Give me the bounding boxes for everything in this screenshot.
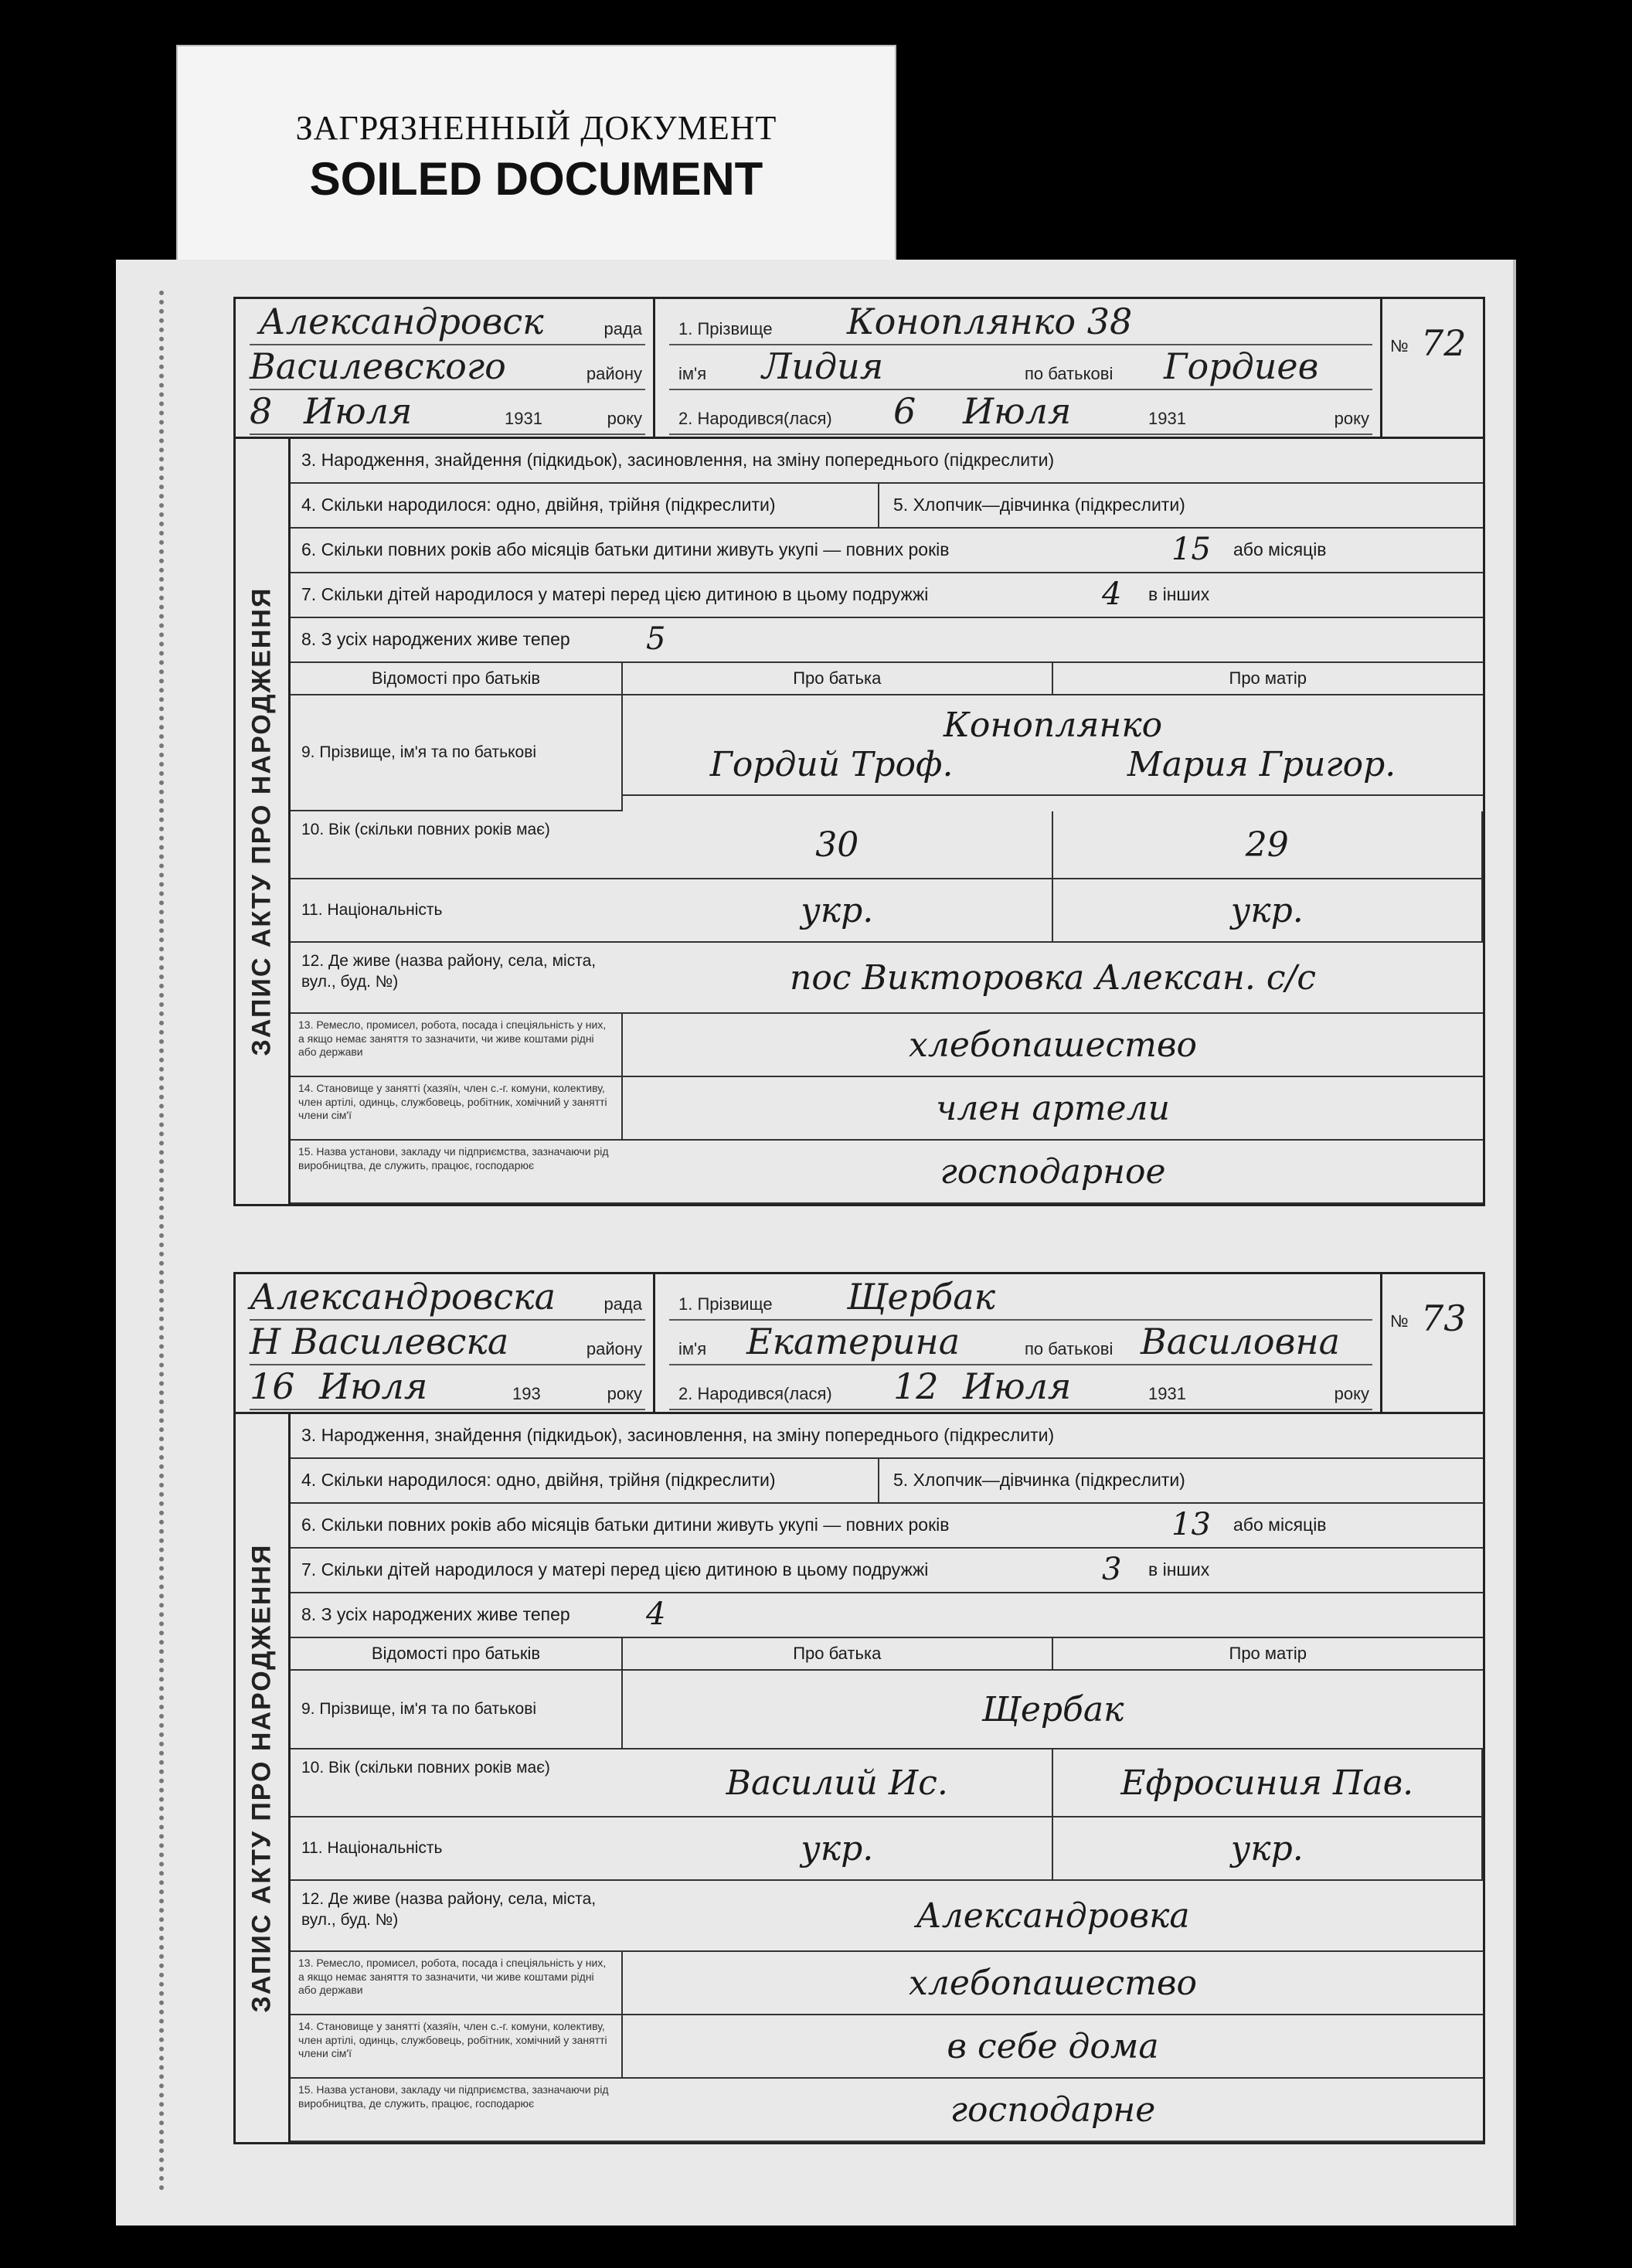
- side-title: ЗАПИС АКТУ ПРО НАРОДЖЕННЯ: [236, 439, 291, 1204]
- occupation: хлебопашество: [623, 1952, 1483, 2015]
- institution: господарне: [623, 2079, 1483, 2142]
- mother-name: Ефросиния Пав.: [1053, 1749, 1484, 1817]
- stamp-en: SOILED DOCUMENT: [309, 153, 763, 205]
- child-patronymic: Гордиев: [1164, 345, 1319, 387]
- father-nationality: укр.: [623, 879, 1053, 943]
- child-surname: Щербак: [847, 1276, 996, 1318]
- register-page: [116, 260, 1516, 2225]
- mother-name: Мария Григор.: [1127, 745, 1396, 784]
- father-name: Василий Ис.: [623, 1749, 1053, 1817]
- council-name: Александровска: [250, 1276, 556, 1318]
- shared-surname: Щербак: [623, 1671, 1483, 1749]
- father-name: Гордий Троф.: [709, 745, 954, 784]
- child-block: 1. Прізвище Коноплянко 38 ім'я Лидия по батькові Гордиев 2. Народився(лася) 6 Июля 1931 року: [655, 299, 1380, 437]
- birth-record: [233, 1272, 1485, 2144]
- mother-nationality: укр.: [1053, 1817, 1484, 1881]
- record-number: 72: [1421, 322, 1467, 364]
- mother-nationality: укр.: [1053, 879, 1484, 943]
- residence: Александровка: [623, 1881, 1483, 1952]
- council-name: Александровск: [259, 301, 544, 342]
- birth-record: [233, 297, 1485, 1206]
- record-header: [233, 1272, 1485, 1412]
- district-name: Н Василевска: [250, 1321, 509, 1362]
- parents-table: Відомості про батьків Про батька Про матір 9. Прізвище, ім'я та по батькові Щербак 10. Вік (скільки повних років має) Василий Ис. Ефросиния Пав. 11. Національність укр. укр. 12. Де живе (назва району, села, міста, вул., буд. №) Александровка 13. Ремесло, промисел, робота, посада і спеціяльність у них, а якщо немає заняття то зазначити, чи живе коштами рідні або держави хлебопашество 14. Становище у занятті (хазяїн, член с.-г. комуни, колективу, член артілі, одинць, службовець, робітник, хомічний у занятті члени сім'ї в себе дома 15. Назва установи, закладу чи підприємства, зазначаючи рід виробництва, де служить, працює, господарює господарне: [291, 1638, 1483, 2142]
- mother-age: 29: [1053, 811, 1484, 879]
- record-number-box: № 73: [1380, 1274, 1483, 1412]
- child-block: 1. Прізвище Щербак ім'я Екатерина по батькові Василовна 2. Народився(лася) 12 Июля 1931 року: [655, 1274, 1380, 1412]
- institution: господарное: [623, 1141, 1483, 1204]
- record-body: ЗАПИС АКТУ ПРО НАРОДЖЕННЯ 3. Народження, знайдення (підкидьок), засиновлення, на зміну попереднього (підкреслити) 4. Скільки народилося: одно, двійня, трійня (підкреслити) 5. Хлопчик—дівчинка (підкреслити) 6. Скільки повних років або місяців батьки дитини живуть укупі — повних років 15 або місяців 7. Скільки дітей народилося у матері перед цією дитиною в цьому подружжі 4 в інших 8. З усіх народжених живе тепер 5 Відомості про батьків Про батька Про матір 9. Прізвище, ім'я та по батькові Коноплянко Гордий Троф. Мария Григор. 10. Вік (скільки повних років має) 30 29 11. Національність укр. укр. 12. Де живе (назва району, села, міста, вул., буд. №) пос Викторовка Алексан. с/с 13. Ремесло, промисел, робота, посада і спеціяльність у них, а якщо немає заняття то зазначити, чи живе коштами рідні або держави хлебопашество 14. Становище у занятті (хазяїн, член с.-г. комуни, колективу, член артілі, одинць, службовець, робітник, хомічний у занятті члени сім'ї член артели 15. Назва установи, закладу чи підприємства, зазначаючи рід виробництва, де служить, працює, господарює господарное: [233, 437, 1485, 1206]
- position: член артели: [623, 1077, 1483, 1141]
- child-name: Екатерина: [746, 1321, 960, 1362]
- stamp-ru: ЗАГРЯЗНЕННЫЙ ДОКУМЕНТ: [295, 109, 777, 147]
- record-header: [233, 297, 1485, 437]
- district-name: Василевского: [250, 345, 506, 387]
- child-patronymic: Василовна: [1141, 1321, 1341, 1362]
- record-number: 73: [1421, 1297, 1467, 1339]
- residence: пос Викторовка Алексан. с/с: [623, 943, 1483, 1014]
- father-nationality: укр.: [623, 1817, 1053, 1881]
- shared-surname: Коноплянко: [943, 706, 1163, 745]
- record-body: ЗАПИС АКТУ ПРО НАРОДЖЕННЯ 3. Народження, знайдення (підкидьок), засиновлення, на зміну попереднього (підкреслити) 4. Скільки народилося: одно, двійня, трійня (підкреслити) 5. Хлопчик—дівчинка (підкреслити) 6. Скільки повних років або місяців батьки дитини живуть укупі — повних років 13 або місяців 7. Скільки дітей народилося у матері перед цією дитиною в цьому подружжі 3 в інших 8. З усіх народжених живе тепер 4 Відомості про батьків Про батька Про матір 9. Прізвище, ім'я та по батькові Щербак 10. Вік (скільки повних років має) Василий Ис. Ефросиния Пав. 11. Національність укр. укр. 12. Де живе (назва району, села, міста, вул., буд. №) Александровка 13. Ремесло, промисел, робота, посада і спеціяльність у них, а якщо немає заняття то зазначити, чи живе коштами рідні або держави хлебопашество 14. Становище у занятті (хазяїн, член с.-г. комуни, колективу, член артілі, одинць, службовець, робітник, хомічний у занятті члени сім'ї в себе дома 15. Назва установи, закладу чи підприємства, зазначаючи рід виробництва, де служить, працює, господарює господарне: [233, 1412, 1485, 2144]
- soiled-document-label: [176, 45, 896, 269]
- child-name: Лидия: [762, 345, 884, 387]
- parents-table: Відомості про батьків Про батька Про матір 9. Прізвище, ім'я та по батькові Коноплянко Гордий Троф. Мария Григор. 10. Вік (скільки повних років має) 30 29 11. Національність укр. укр. 12. Де живе (назва району, села, міста, вул., буд. №) пос Викторовка Алексан. с/с 13. Ремесло, промисел, робота, посада і спеціяльність у них, а якщо немає заняття то зазначити, чи живе коштами рідні або держави хлебопашество 14. Становище у занятті (хазяїн, член с.-г. комуни, колективу, член артілі, одинць, службовець, робітник, хомічний у занятті члени сім'ї член артели 15. Назва установи, закладу чи підприємства, зазначаючи рід виробництва, де служить, працює, господарює господарное: [291, 663, 1483, 1204]
- registration-block: Александровск рада Василевского району 8 Июля 1931 року: [236, 299, 655, 437]
- position: в себе дома: [623, 2015, 1483, 2079]
- registration-block: Александровска рада Н Василевска району 16 Июля 193 року: [236, 1274, 655, 1412]
- side-title: ЗАПИС АКТУ ПРО НАРОДЖЕННЯ: [236, 1414, 291, 2142]
- record-number-box: № 72: [1380, 299, 1483, 437]
- occupation: хлебопашество: [623, 1014, 1483, 1077]
- child-surname: Коноплянко 38: [847, 301, 1133, 342]
- father-age: 30: [623, 811, 1053, 879]
- binding-stitch: [159, 291, 181, 2191]
